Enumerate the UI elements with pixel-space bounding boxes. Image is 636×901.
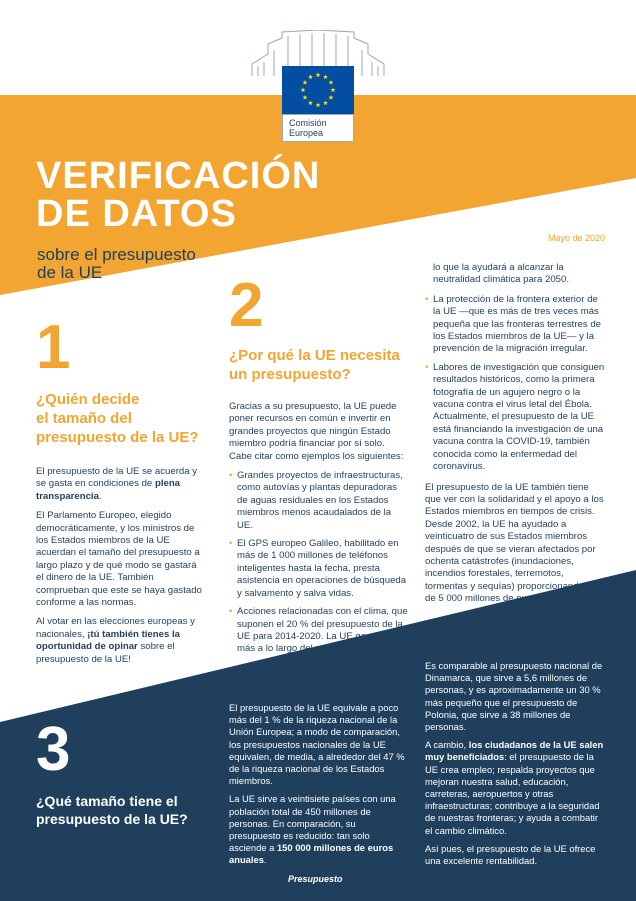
section3-r2-bold: los ciudadanos de la UE salen muy beneficiados (425, 739, 604, 763)
section3-right-paragraph3: Así pues, el presupuesto de la UE ofrece una excelente rentabilidad. (425, 842, 596, 867)
logo-line1: Comisión (289, 118, 327, 128)
section3-heading (36, 792, 188, 828)
list-item: • Grandes proyectos de infraestructuras, como autovías y plantas depuradoras de aguas residuales en los Estados miembros menos acaudalados de la UE. (229, 470, 409, 532)
logo-line2: Europea (289, 128, 324, 138)
section3-number: 3 (36, 715, 71, 784)
list-item: • La protección de la frontera exterior de la UE —que es más de tres veces más pequeña que las fronteras terrestres de los Estados miembros de la UE— y la prevención de la migración irregular. (425, 294, 605, 356)
section1-heading-line2: el tamaño del (36, 410, 132, 427)
section3-paragraph1: El presupuesto de la UE equivale a poco más del 1 % de la riqueza nacional de la Unión Europea; a modo de comparación, los presupuestos nacionales de la UE equivalen, de media, a alrededor del 47 % de la riqueza nacional de los Estados miembros. (229, 702, 405, 787)
section3-r2-end: : el presupuesto de la UE crea empleo; respalda proyectos que mejoran nuestra salud, educación, carreteras, aeropuertos y otras infraestructuras; contribuye a la seguridad de nuestras fronteras; y ayuda a combatir el cambio climático. (425, 751, 600, 836)
section3-body-right (425, 660, 605, 873)
section3-right-paragraph2 (425, 739, 605, 837)
section1-p3-bold: ¡tú también tienes la oportunidad de opinar (36, 628, 180, 653)
page-title-line2: DE DATOS (36, 193, 237, 235)
section1-heading-line1: ¿Quién decide (36, 391, 140, 408)
list-item: • Acciones relacionadas con el clima, que suponen el 20 % del presupuesto de la UE para 2014-2020. La UE gastará aún más a lo largo del período 2021-2027, (229, 606, 409, 656)
section1-paragraph3 (36, 616, 206, 666)
section1-heading (36, 390, 199, 447)
section2-intro: Gracias a su presupuesto, la UE puede poner recursos en común e invertir en grandes proyectos que ningún Estado miembro podría financiar por sí solo. Cabe citar como ejemplos los siguientes: (229, 401, 404, 462)
section3-r2-text: A cambio, (425, 739, 469, 751)
section3-body-left (229, 702, 409, 873)
section2-closing: El presupuesto de la UE también tiene que ver con la solidaridad y el apoyo a los Estados miembros en tiempos de crisis. Desde 2002, la UE ha ayudado a veinticuatro de sus Estados miembros después de que se vieran afectados por ochenta catástrofes (inundaciones, incendios forestales, terremotos, tormentas y sequías) proporcionando más de 5 000 millones de euros. (425, 481, 605, 605)
logo (248, 30, 388, 142)
section2-heading-line2: un presupuesto? (229, 366, 351, 383)
section1-heading-line3: presupuesto de la UE? (36, 429, 199, 446)
section3-p2-end: . (263, 854, 267, 866)
section3-heading-line2: presupuesto de la UE? (36, 811, 188, 827)
eu-flag-icon (282, 66, 354, 114)
section2-continuation: lo que la ayudará a alcanzar la neutralidad climática para 2050. (433, 262, 569, 286)
section2-number: 2 (229, 271, 264, 340)
section1-p1-bold: plena transparencia (36, 478, 181, 502)
section1-p1-text: El presupuesto de la UE se acuerda y se gasta en condiciones de (36, 466, 198, 490)
list-item: • El GPS europeo Galileo, habilitado en más de 1 000 millones de teléfonos inteligentes hasta la fecha, presta asistencia en operaciones de búsqueda y salvamento y salva vidas. (229, 538, 409, 600)
section3-p2-text: La UE sirve a veintisiete países con una población total de 450 millones de personas. En comparación, su presupuesto es reducido: tan solo asciende a (229, 793, 396, 854)
section3-paragraph2 (229, 793, 409, 866)
subtitle-line2: de la UE (37, 263, 103, 282)
section3-right-paragraph1: Es comparable al presupuesto nacional de Dinamarca, que sirve a 5,6 millones de personas, y es aproximadamente un 30 % más pequeño que el presupuesto de Polonia, que sirve a 38 millones de personas. (425, 660, 603, 733)
section2-body-right (425, 262, 605, 613)
section1-paragraph1 (36, 466, 206, 503)
section2-bullet-list2 (425, 294, 605, 474)
list-item: • Labores de investigación que consiguen resultados históricos, como la primera fotografía de un agujero negro o la vacuna contra el virus letal del Ébola. Actualmente, el presupuesto de la UE está financiando la investigación de una vacuna contra la COVID-19, también conocida como la enfermedad del coronavirus. (425, 362, 605, 474)
section1-p3-end: sobre el presupuesto de la UE! (36, 641, 175, 665)
section2-body (229, 401, 409, 662)
publication-date: Mayo de 2020 (548, 233, 606, 243)
section3-p2-bold: 150 000 millones de euros anuales (229, 842, 394, 866)
footer-label: Presupuesto (288, 874, 343, 884)
section1-paragraph2: El Parlamento Europeo, elegido democráticamente, y los ministros de los Estados miembros de la UE acuerdan el tamaño del presupuesto a largo plazo y de qué modo se gastará el dinero de la UE. También comprueban que este se haya gastado conforme a las normas. (36, 510, 202, 609)
section1-number: 1 (36, 313, 71, 382)
section1-p3-text: Al votar en las elecciones europeas y nacionales, (36, 616, 195, 640)
subtitle-line1: sobre el presupuesto (37, 245, 196, 264)
section2-bullet-list (229, 470, 409, 656)
section1-body (36, 466, 206, 673)
section2-heading (229, 346, 400, 384)
section3-heading-line1: ¿Qué tamaño tiene el (36, 793, 178, 809)
logo-text-box (282, 114, 354, 142)
section1-p1-end: . (98, 490, 102, 502)
section2-heading-line1: ¿Por qué la UE necesita (229, 347, 400, 364)
page-title-line1: VERIFICACIÓN (36, 155, 321, 197)
